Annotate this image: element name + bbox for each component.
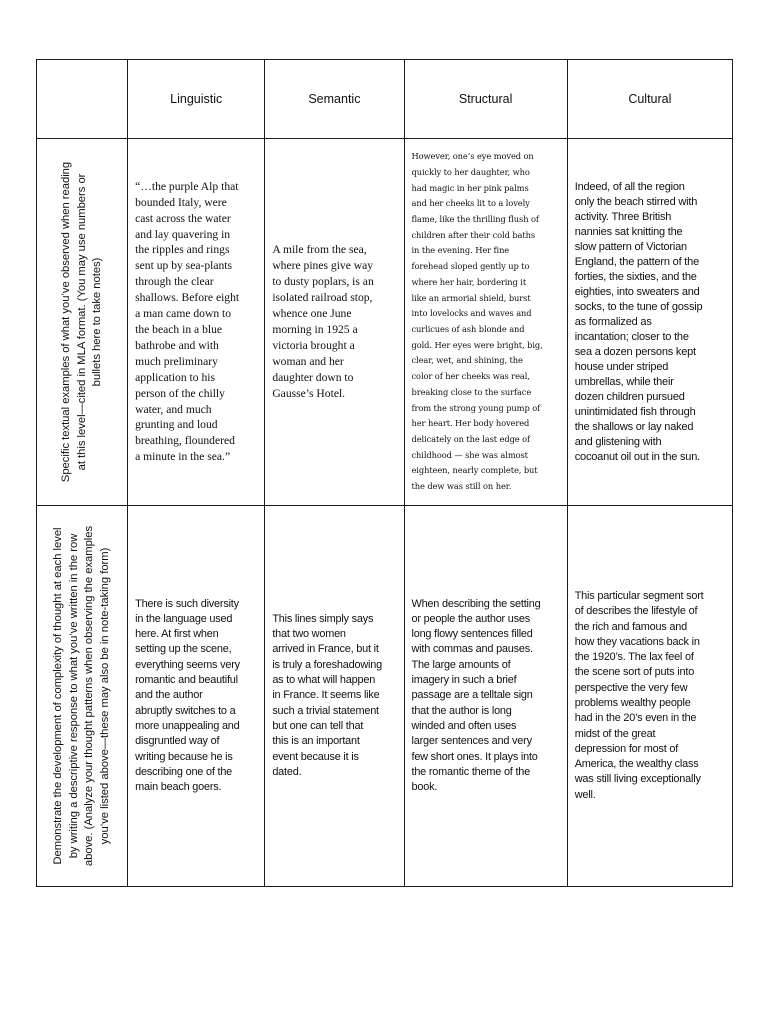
analysis-structural-cell [404, 506, 567, 887]
examples-structural-text: However, one’s eye moved on quickly to her daughter, who had magic in her pink palms and her cheeks lit to a lovely flame, like the thrilling flush of children after their cold baths in the evening. Her fine forehead sloped gently up to where her hair, bordering it like an armorial shield, burst into lovelocks and waves and curlicues of ash blonde and gold. Her eyes were bright, big, clear, wet, and shining, the color of her cheeks was real, breaking close to the surface from the strong young pump of her heart. Her body hovered delicately on the last edge of childhood — she was almost eighteen, nearly complete, but the dew was still on her. [411, 151, 543, 492]
examples-linguistic-cell [128, 139, 265, 506]
analysis-cultural-cell [567, 506, 732, 887]
analysis-semantic-text: This lines simply says that two women arrived in France, but it is truly a foreshadowing as to what will happen in France. It seems like such a trivial statement but one can tell that this is an important event because it is dated. [272, 612, 382, 778]
analysis-row-label: Demonstrate the development of complexity of thought at each level by writing a descriptive response to what you’ve written in the row above. (Analyze your thought patterns when observing the examples you’ve listed above—these may also be in note-taking form) [52, 525, 111, 867]
examples-semantic-cell [265, 139, 404, 506]
analysis-linguistic-cell [128, 506, 265, 887]
examples-semantic-text: A mile from the sea, where pines give way to dusty poplars, is an isolated railroad stop, whence one June morning in 1925 a victoria brought a woman and her daughter down to Gausse’s Hotel. [272, 243, 374, 400]
analysis-semantic-cell [265, 506, 404, 887]
examples-row-label: Specific textual examples of what you’ve observed when reading at this level—cited in MLA format. (You may use numbers or bullets here to take notes) [59, 161, 103, 483]
corner-cell [37, 60, 128, 139]
analysis-row [37, 506, 733, 887]
examples-row [37, 139, 733, 506]
header-linguistic: Linguistic [128, 60, 265, 139]
examples-row-label-cell [37, 139, 128, 506]
header-semantic: Semantic [265, 60, 404, 139]
header-structural: Structural [404, 60, 567, 139]
examples-cultural-text: Indeed, of all the region only the beach stirred with activity. Three British nannies sat knitting the slow pattern of Victorian England, the pattern of the forties, the sixties, and the eighties, into sweaters and socks, to the tune of gossip as formalized as incantation; closer to the sea a dozen persons kept house under striped umbrellas, while their dozen children pursued unintimidated fish through the shallows or lay naked and glistening with cocoanut oil out in the sun. [574, 180, 703, 463]
analysis-cultural-text: This particular segment sort of describes the lifestyle of the rich and famous and how they vacations back in the 1920’s. The lax feel of the scene sort of puts into perspective the very few problems wealthy people had in the 20’s even in the midst of the great depression for most of America, the wealthy class was still living exceptionally well. [574, 589, 704, 801]
examples-structural-cell [404, 139, 567, 506]
header-row [37, 60, 733, 139]
header-cultural: Cultural [567, 60, 732, 139]
analysis-structural-text: When describing the setting or people the author uses long flowy sentences filled with commas and pauses. The large amounts of imagery in such a brief passage are a telltale sign that the author is long winded and often uses larger sentences and very few short ones. It plays into the romantic theme of the book. [411, 597, 541, 794]
analysis-chart-table [36, 59, 733, 887]
examples-linguistic-text: “…the purple Alp that bounded Italy, were cast across the water and lay quavering in the ripples and rings sent up by sea-plants through the clear shallows. Before eight a man came down to the beach in a blue bathrobe and with much preliminary application to his person of the chilly water, and much grunting and loud breathing, floundered a minute in the sea.” [135, 179, 240, 464]
examples-cultural-cell [567, 139, 732, 506]
analysis-row-label-cell [37, 506, 128, 887]
analysis-linguistic-text: There is such diversity in the language used here. At first when setting up the scene, everything seems very romantic and beautiful and the author abruptly switches to a more unappealing and disgruntled way of writing because he is describing one of the main beach goers. [135, 597, 240, 794]
